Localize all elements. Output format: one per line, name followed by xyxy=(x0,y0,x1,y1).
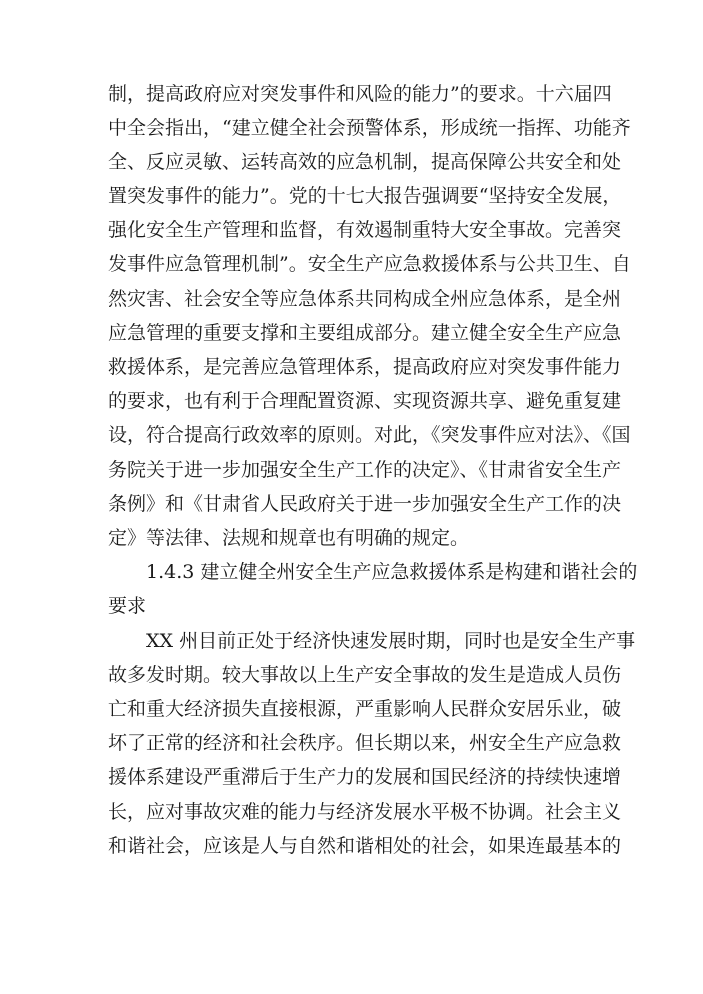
text-line: 亡和重大经济损失直接根源，严重影响人民群众安居乐业，破 xyxy=(108,698,622,720)
text-line: 故多发时期。较大事故以上生产安全事故的发生是造成人员伤 xyxy=(108,664,622,686)
section-heading: 要求 xyxy=(108,595,147,617)
text-line: 定》等法律、法规和规章也有明确的规定。 xyxy=(108,527,470,549)
text-line: 然灾害、社会安全等应急体系共同构成全州应急体系，是全州 xyxy=(108,288,622,310)
text-line: 长，应对事故灾难的能力与经济发展水平极不协调。社会主义 xyxy=(108,801,622,823)
text-line: 务院关于进一步加强安全生产工作的决定》、《甘肃省安全生产 xyxy=(108,459,622,481)
text-line: XX 州目前正处于经济快速发展时期，同时也是安全生产事 xyxy=(146,630,636,652)
section-heading: 1.4.3 建立健全州安全生产应急救援体系是构建和谐社会的 xyxy=(146,561,638,583)
text-line: 的要求，也有利于合理配置资源、实现资源共享、避免重复建 xyxy=(108,390,622,412)
text-line: 援体系建设严重滞后于生产力的发展和国民经济的持续快速增 xyxy=(108,766,622,788)
text-line: 和谐社会，应该是人与自然和谐相处的社会，如果连最基本的 xyxy=(108,835,622,857)
text-line: 置突发事件的能力”。党的十七大报告强调要“坚持安全发展， xyxy=(108,185,622,207)
text-line: 全、反应灵敏、运转高效的应急机制，提高保障公共安全和处 xyxy=(108,151,622,173)
text-line: 强化安全生产管理和监督，有效遏制重特大安全事故。完善突 xyxy=(108,219,622,241)
text-line: 发事件应急管理机制”。安全生产应急救援体系与公共卫生、自 xyxy=(108,253,631,275)
text-line: 救援体系，是完善应急管理体系，提高政府应对突发事件能力 xyxy=(108,356,622,378)
text-line: 制，提高政府应对突发事件和风险的能力”的要求。十六届四 xyxy=(108,83,612,105)
text-line: 设，符合提高行政效率的原则。对此，《突发事件应对法》、《国 xyxy=(108,424,631,446)
text-line: 坏了正常的经济和社会秩序。但长期以来，州安全生产应急救 xyxy=(108,732,622,754)
text-line: 条例》和《甘肃省人民政府关于进一步加强安全生产工作的决 xyxy=(108,493,622,515)
text-line: 中全会指出，“建立健全社会预警体系，形成统一指挥、功能齐 xyxy=(108,117,631,139)
text-line: 应急管理的重要支撑和主要组成部分。建立健全安全生产应急 xyxy=(108,322,622,344)
